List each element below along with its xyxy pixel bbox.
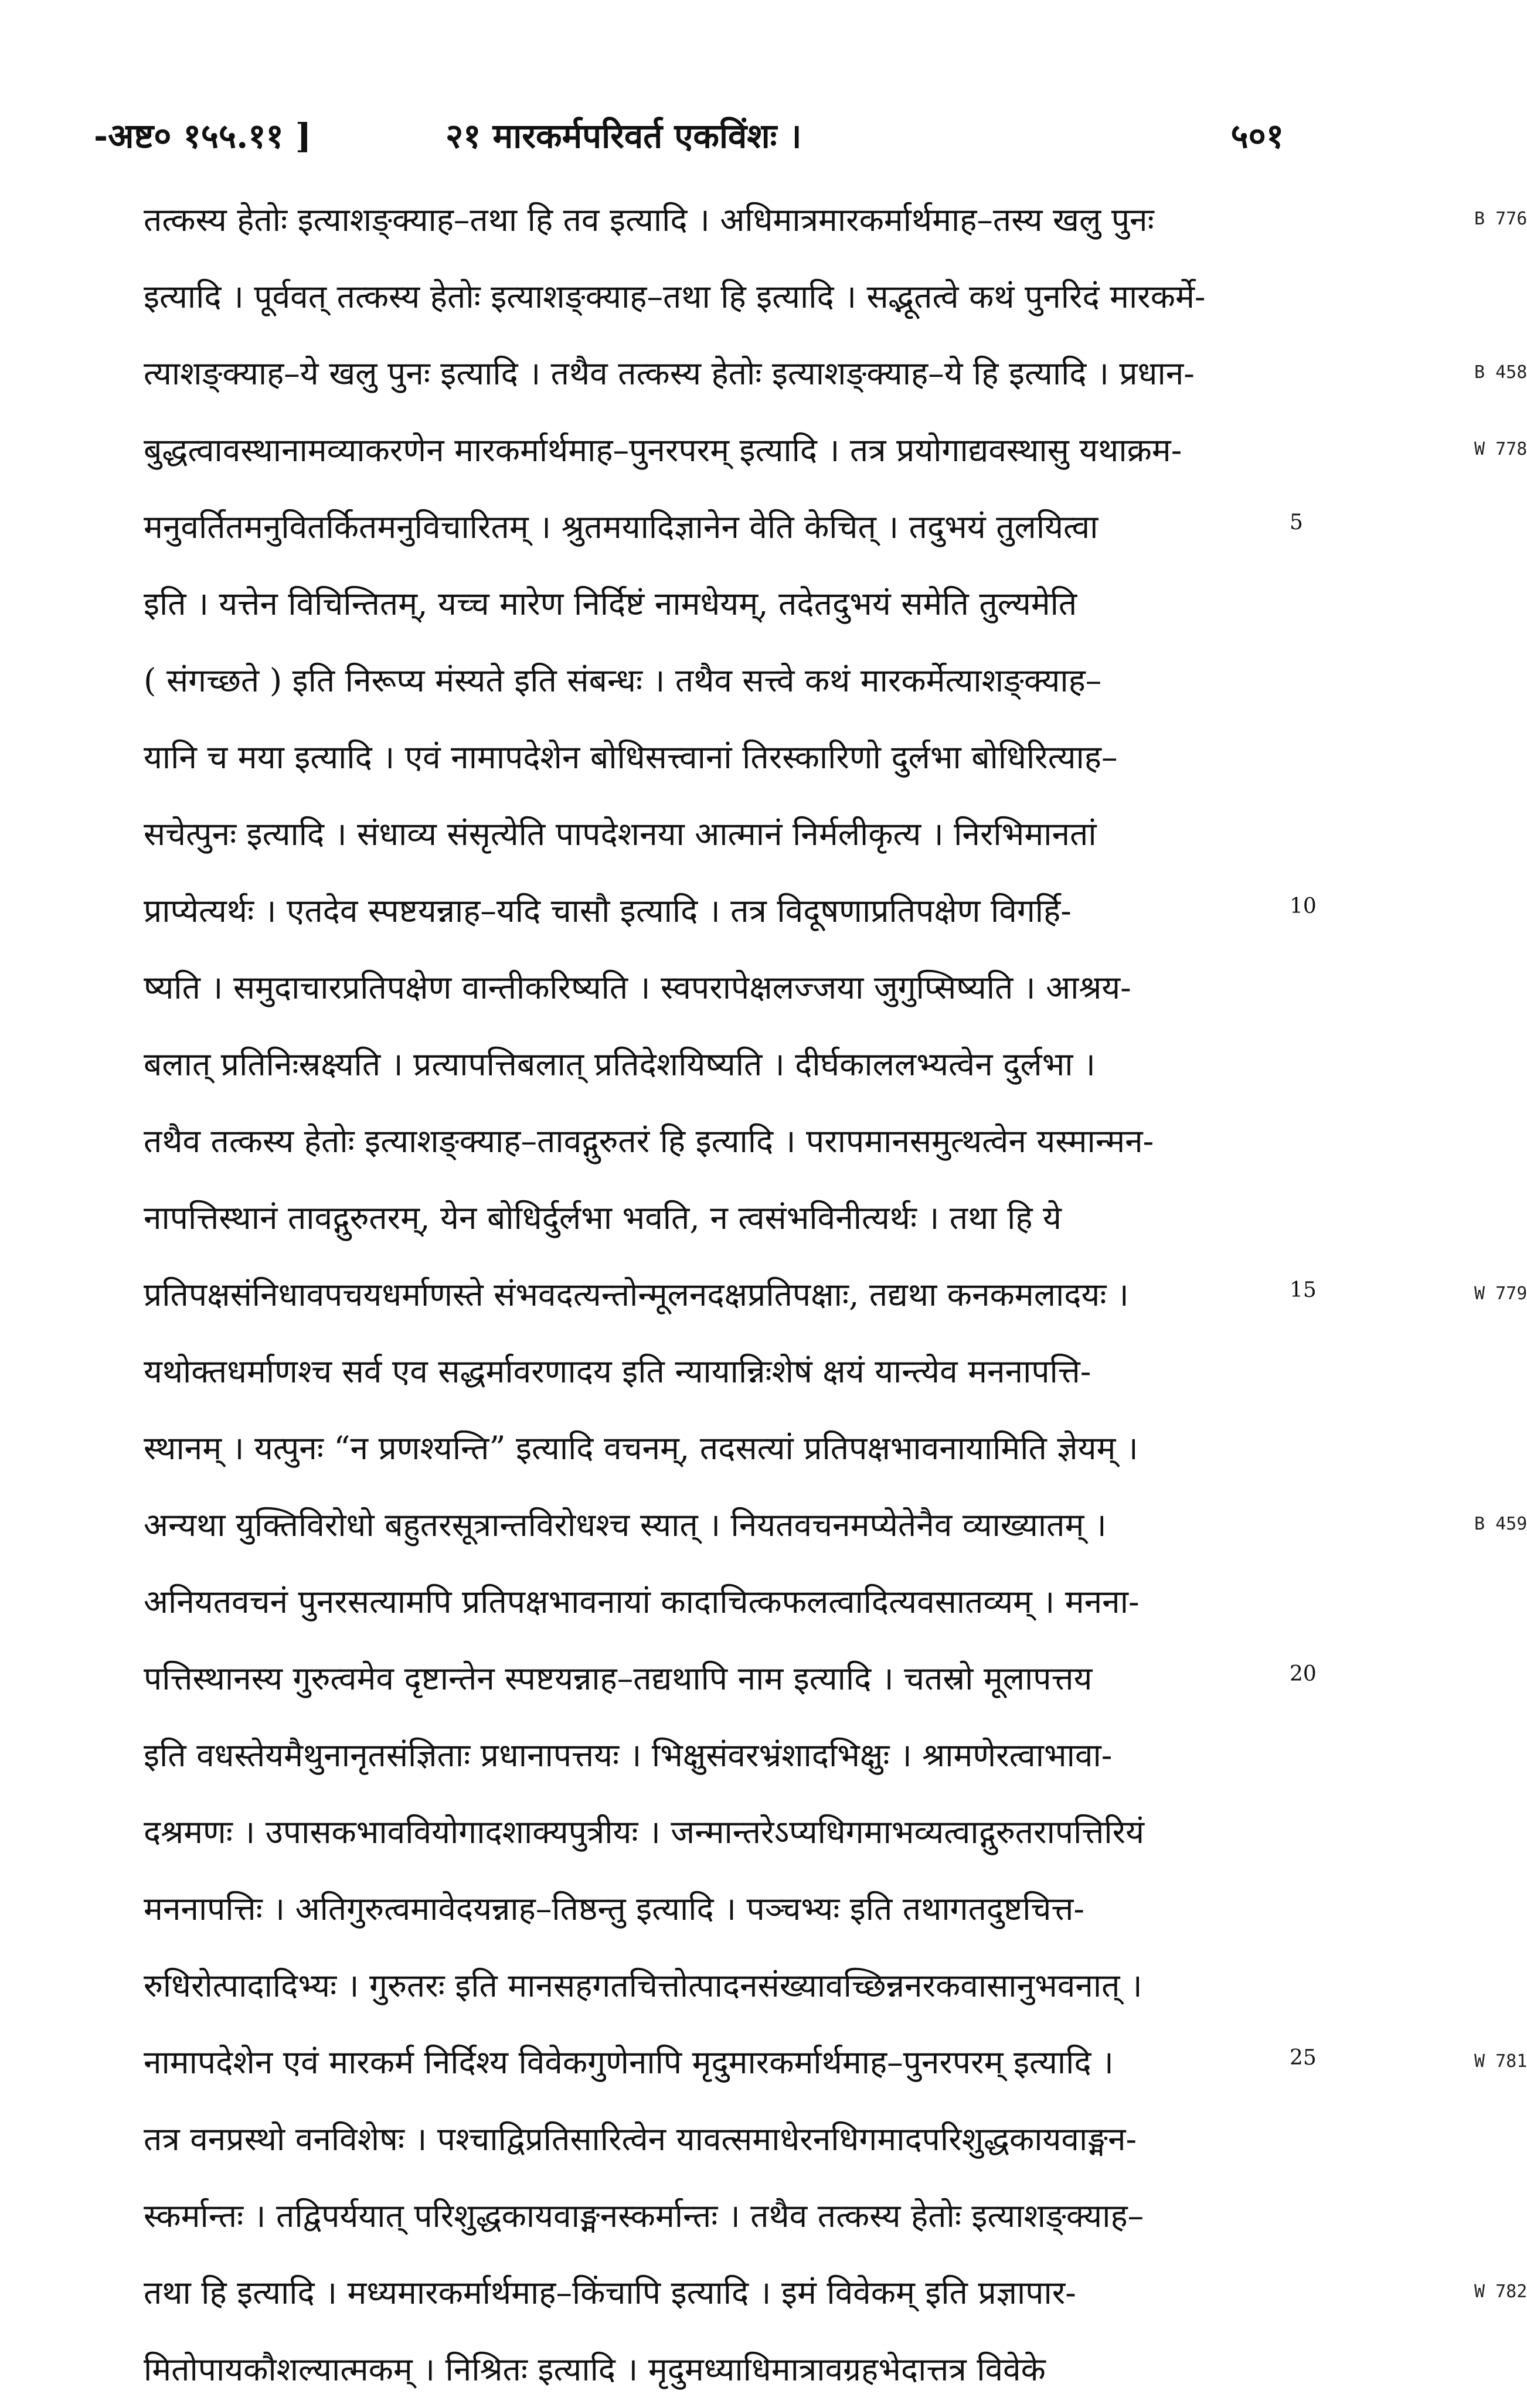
text-line bbox=[144, 1564, 1310, 1640]
line-text: नापत्तिस्थानं तावद्गुरुतरम्, येन बोधिर्दुर्लभा भवति, न त्वसंभविनीत्यर्थः । तथा हि ये bbox=[144, 1199, 1062, 1237]
text-line bbox=[144, 1103, 1310, 1180]
line-text: ष्यति । समुदाचारप्रतिपक्षेण वान्तीकरिष्यति । स्वपरापेक्षलज्जया जुगुप्सिष्यति । आश्रय- bbox=[144, 969, 1131, 1006]
text-line bbox=[144, 1410, 1310, 1487]
line-text: सचेत्पुनः इत्यादि । संधाव्य संसृत्येति पापदेशनया आत्मानं निर्मलीकृत्य । निरभिमानतां bbox=[144, 815, 1097, 853]
page-header bbox=[94, 111, 1284, 170]
line-text: अन्यथा युक्तिविरोधो बहुतरसूत्रान्तविरोधश्च स्यात् । नियतवचनमप्येतेनैव व्याख्यातम् । bbox=[144, 1506, 1107, 1544]
text-line bbox=[144, 1487, 1527, 1564]
text-line bbox=[144, 2178, 1310, 2254]
line-text: इति । यत्तेन विचिन्तितम्, यच्च मारेण निर्दिष्टं नामधेयम्, तदेतदुभयं समेति तुल्यमेति bbox=[144, 585, 1077, 622]
line-text: मननापत्तिः । अतिगुरुत्वमावेदयन्नाह–तिष्ठन्तु इत्यादि । पञ्चभ्यः इति तथागतदुष्टचित्त- bbox=[144, 1890, 1085, 1927]
line-text: तत्कस्य हेतोः इत्याशङ्क्याह–तथा हि तव इत्यादि । अधिमात्रमारकर्मार्थमाह–तस्य खलु पुनः bbox=[144, 201, 1154, 239]
line-text: इति वधस्तेयमैथुनानृतसंज्ञिताः प्रधानापत्तयः । भिक्षुसंवरभ्रंशादभिक्षुः । श्रामणेरत्वाभावा- bbox=[144, 1736, 1113, 1774]
line-text: तथा हि इत्यादि । मध्यमारकर्मार्थमाह–किंचापि इत्यादि । इमं विवेकम् इति प्रज्ञापार- bbox=[144, 2274, 1076, 2311]
text-line bbox=[144, 1256, 1527, 1333]
line-number: 5 bbox=[1290, 510, 1303, 534]
margin-reference: W 782 bbox=[1474, 2281, 1527, 2302]
header-section-ref: -अष्ट० १५५.११ ] bbox=[94, 116, 312, 156]
line-text: नामापदेशेन एवं मारकर्म निर्दिश्य विवेकगुणेनापि मृदुमारकर्मार्थमाह–पुनरपरम् इत्यादि । bbox=[144, 2043, 1114, 2081]
line-text: यानि च मया इत्यादि । एवं नामापदेशेन बोधिसत्त्वानां तिरस्कारिणो दुर्लभा बोधिरित्याह– bbox=[144, 738, 1118, 776]
text-line bbox=[144, 1947, 1310, 2024]
line-text: रुधिरोत्पादादिभ्यः । गुरुतरः इति मानसहगतचित्तोत्पादनसंख्यावच्छिन्ननरकवासानुभवनात् । bbox=[144, 1967, 1142, 2004]
text-line bbox=[144, 1871, 1310, 1947]
header-page-number: ५०१ bbox=[1230, 116, 1284, 156]
margin-reference: W 781 bbox=[1474, 2051, 1527, 2072]
text-line bbox=[144, 566, 1310, 642]
line-number: 15 bbox=[1290, 1278, 1317, 1302]
text-line bbox=[144, 1333, 1310, 1410]
line-text: स्कर्मान्तः । तद्विपर्ययात् परिशुद्धकायवाङ्मनस्कर्मान्तः । तथैव तत्कस्य हेतोः इत्याशङ्क्याह– bbox=[144, 2197, 1144, 2235]
line-number: 10 bbox=[1290, 894, 1317, 918]
line-text: त्याशङ्क्याह–ये खलु पुनः इत्यादि । तथैव तत्कस्य हेतोः इत्याशङ्क्याह–ये हि इत्यादि । प्रधान- bbox=[144, 355, 1195, 392]
line-text: तथैव तत्कस्य हेतोः इत्याशङ्क्याह–तावद्गुरुतरं हि इत्यादि । परापमानसमुत्थत्वेन यस्मान्मन- bbox=[144, 1122, 1154, 1160]
text-line bbox=[144, 2024, 1527, 2101]
line-text: प्राप्येत्यर्थः । एतदेव स्पष्टयन्नाह–यदि चासौ इत्यादि । तत्र विदूषणाप्रतिपक्षेण विगर्हि- bbox=[144, 892, 1072, 929]
text-line bbox=[144, 258, 1310, 335]
line-text: स्थानम् । यत्पुनः “न प्रणश्यन्ति” इत्यादि वचनम्, तदसत्यां प्रतिपक्षभावनायामिति ज्ञेयम् । bbox=[144, 1429, 1138, 1467]
text-line bbox=[144, 873, 1317, 949]
margin-reference: W 778 bbox=[1474, 439, 1527, 459]
margin-reference: B 776 bbox=[1474, 209, 1527, 229]
text-body bbox=[144, 182, 1527, 2408]
line-text: ( संगच्छते ) इति निरूप्य मंस्यते इति संबन्धः । तथैव सत्त्वे कथं मारकर्मेत्याशङ्क्याह– bbox=[144, 662, 1102, 699]
text-line bbox=[144, 719, 1310, 796]
line-text: दश्रमणः । उपासकभाववियोगादशाक्यपुत्रीयः । जन्मान्तरेऽप्यधिगमाभव्यत्वाद्गुरुतरापत्तिरियं bbox=[144, 1813, 1145, 1851]
header-chapter-title: २१ मारकर्मपरिवर्त एकविंशः । bbox=[445, 116, 802, 156]
text-line bbox=[144, 489, 1310, 566]
text-line bbox=[144, 1717, 1310, 1794]
text-line bbox=[144, 2254, 1527, 2331]
text-line bbox=[144, 949, 1310, 1026]
margin-reference: B 458 bbox=[1474, 362, 1527, 383]
line-text: मितोपायकौशल्यात्मकम् । निश्रितः इत्यादि । मृदुमध्याधिमात्रावग्रहभेदात्तत्र विवेके bbox=[144, 2351, 1046, 2388]
text-line bbox=[144, 412, 1527, 489]
line-number: 20 bbox=[1290, 1662, 1317, 1686]
text-line bbox=[144, 1026, 1310, 1103]
text-line bbox=[144, 1180, 1310, 1256]
line-text: बुद्धत्वावस्थानामव्याकरणेन मारकर्मार्थमाह–पुनरपरम् इत्यादि । तत्र प्रयोगाद्यवस्थासु यथाक्रम- bbox=[144, 431, 1182, 469]
line-number: 25 bbox=[1290, 2046, 1317, 2070]
text-line bbox=[144, 1640, 1317, 1717]
text-line bbox=[144, 182, 1527, 258]
text-line bbox=[144, 335, 1527, 412]
line-text: इत्यादि । पूर्ववत् तत्कस्य हेतोः इत्याशङ्क्याह–तथा हि इत्यादि । सद्भूतत्वे कथं पुनरिदं मारकर्मे- bbox=[144, 278, 1206, 315]
line-text: अनियतवचनं पुनरसत्यामपि प्रतिपक्षभावनायां कादाचित्कफलत्वादित्यवसातव्यम् । मनना- bbox=[144, 1583, 1140, 1620]
text-line bbox=[144, 2331, 1310, 2408]
text-line bbox=[144, 2101, 1310, 2178]
text-line bbox=[144, 1794, 1310, 1871]
line-text: पत्तिस्थानस्य गुरुत्वमेव दृष्टान्तेन स्पष्टयन्नाह–तद्यथापि नाम इत्यादि । चतस्रो मूलापत्तय bbox=[144, 1660, 1093, 1697]
margin-reference: B 459 bbox=[1474, 1514, 1527, 1534]
line-text: प्रतिपक्षसंनिधावपचयधर्माणस्ते संभवदत्यन्तोन्मूलनदक्षप्रतिपक्षाः, तद्यथा कनकमलादयः । bbox=[144, 1276, 1129, 1313]
line-text: बलात् प्रतिनिःस्रक्ष्यति । प्रत्यापत्तिबलात् प्रतिदेशयिष्यति । दीर्घकाललभ्यत्वेन दुर्लभा । bbox=[144, 1045, 1096, 1083]
line-text: तत्र वनप्रस्थो वनविशेषः । पश्चाद्विप्रतिसारित्वेन यावत्समाधेरनधिगमादपरिशुद्धकायवाङ्मन- bbox=[144, 2120, 1137, 2158]
line-text: यथोक्तधर्माणश्च सर्व एव सद्धर्मावरणादय इति न्यायान्निःशेषं क्षयं यान्त्येव मननापत्ति- bbox=[144, 1353, 1091, 1390]
line-text: मनुवर्तितमनुवितर्कितमनुविचारितम् । श्रुतमयादिज्ञानेन वेति केचित् । तदुभयं तुलयित्वा bbox=[144, 508, 1099, 546]
text-line bbox=[144, 796, 1310, 873]
margin-reference: W 779 bbox=[1474, 1283, 1527, 1304]
text-line bbox=[144, 642, 1310, 719]
